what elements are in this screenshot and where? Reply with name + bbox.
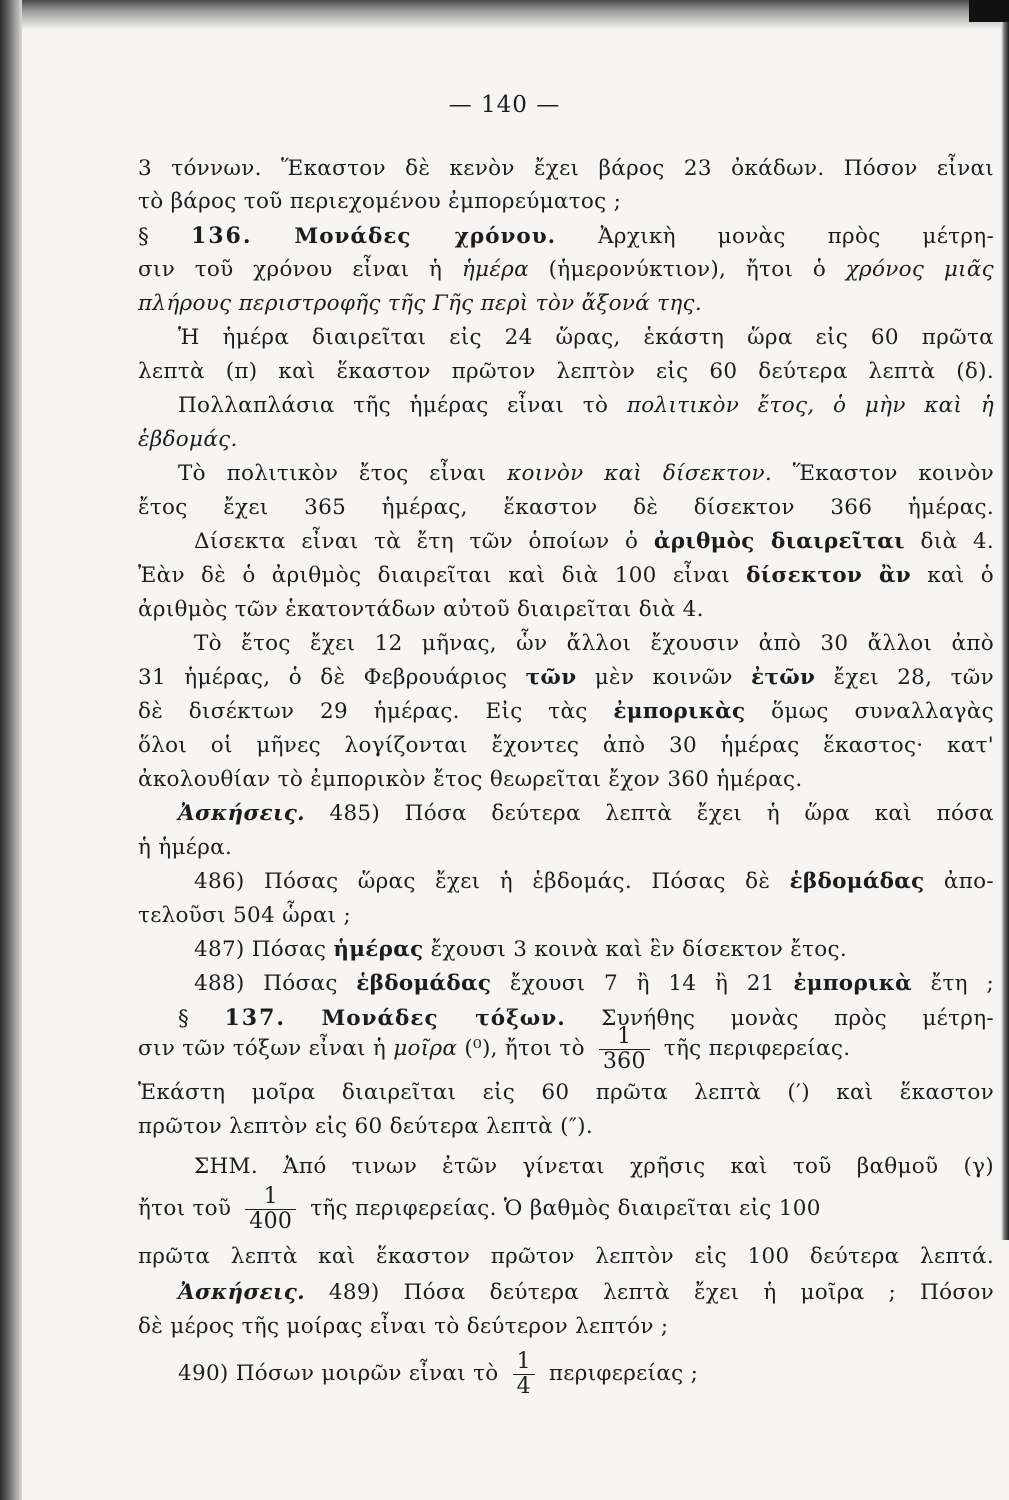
exercises-489 (138, 1276, 994, 1310)
exercise-488 (138, 967, 994, 1001)
text-span: 489) Πόσα δεύτερα λεπτὰ ἔχει ἡ μοῖρα ; Πόσον (304, 1280, 994, 1305)
fraction-1-4 (513, 1350, 535, 1397)
text-span: ἔχουσι 7 ἢ 14 ἢ 21 (491, 971, 794, 996)
text-line-29: πρῶτον λεπτὸν εἰς 60 δεύτερα λεπτὰ (″). (138, 1114, 593, 1139)
bold-span: δίσεκτον ἂν (746, 563, 912, 588)
text-span: ἔχουσι 3 κοινὰ καὶ ἓν δίσεκτον ἔτος. (423, 937, 847, 962)
page-number: — 140 — (448, 92, 561, 118)
fraction-1-360 (599, 1025, 650, 1072)
exercises-label: Ἀσκήσεις. (178, 1280, 305, 1305)
text-line-17 (138, 695, 994, 729)
text-span: ἀπο- (924, 869, 994, 894)
fraction-1-400 (245, 1185, 296, 1232)
text-span: ὅμως συναλλαγὰς (745, 699, 994, 724)
exercise-490 (138, 1345, 994, 1403)
bold-span: ἀριθμὸς διαιρεῖται (653, 529, 905, 554)
text-line-34: δὲ μέρος τῆς μοίρας εἶναι τὸ δεύτερον λεπτόν ; (138, 1314, 669, 1339)
text-span: 31 ἡμέρας, ὁ δὲ Φεβρουάριος (138, 665, 526, 690)
text-line-12 (138, 525, 994, 559)
text-span: ἔχει 28, τῶν (815, 665, 994, 690)
section-136-heading (138, 219, 994, 253)
text-span: καὶ ὁ (911, 563, 994, 588)
fraction-denominator: 400 (245, 1209, 296, 1233)
text-span: Ἐὰν δὲ ὁ ἀριθμὸς διαιρεῖται καὶ διὰ 100 εἶναι (138, 563, 747, 588)
text-line-13 (138, 559, 994, 593)
emphasis-span: χρόνος μιᾶς (845, 257, 994, 282)
text-span: 487) Πόσας (194, 937, 334, 962)
text-line-14: ἀριθμὸς τῶν ἑκατοντάδων αὐτοῦ διαιρεῖται διὰ 4. (138, 597, 704, 622)
text-line-28: Ἑκάστη μοῖρα διαιρεῖται εἰς 60 πρῶτα λεπτὰ (′) καὶ ἕκαστον (138, 1080, 994, 1105)
text-line-18: ὅλοι οἱ μῆνες λογίζονται ἔχοντες ἀπὸ 30 ἡμέρας ἕκαστος· κατ' (138, 733, 994, 758)
text-span: 488) Πόσας (194, 971, 357, 996)
text-span: βαθμοῦ (856, 1154, 939, 1179)
text-span: σιν τοῦ χρόνου εἶναι ἡ (138, 257, 462, 282)
text-span: τῆς περιφερείας. Ὁ βαθμὸς διαιρεῖται εἰς 100 (310, 1196, 821, 1221)
text-line-9: ἑβδομάς. (138, 427, 238, 452)
text-span: 486) Πόσας ὥρας ἔχει ἡ ἑβδομάς. Πόσας δὲ (194, 869, 790, 894)
bold-span: ἑβδομάδας (789, 869, 925, 894)
text-line-31 (138, 1180, 994, 1238)
bold-span: ἡμέρας (333, 937, 424, 962)
text-line-10 (138, 457, 994, 491)
section-title: Μονάδες τόξων. (321, 1006, 566, 1031)
section-number: 136. (190, 223, 253, 249)
text-line-15: Τὸ ἔτος ἔχει 12 μῆνας, ὧν ἄλλοι ἔχουσιν ἀπὸ 30 ἄλλοι ἀπὸ (194, 631, 994, 656)
fraction-numerator: 1 (516, 1349, 531, 1375)
fraction-denominator: 4 (513, 1374, 535, 1398)
bold-span: ἑβδομάδας (356, 971, 492, 996)
text-span: διὰ 4. (904, 529, 994, 554)
emphasis-span: ἡμέρα (461, 257, 529, 282)
text-span: περιφερείας ; (548, 1361, 699, 1386)
text-line-8 (138, 389, 994, 423)
text-span: ἤτοι τοῦ (138, 1196, 232, 1221)
text-span: μὲν κοινῶν (576, 665, 752, 690)
text-span: (γ) (938, 1154, 994, 1179)
bold-span: ἐμπορικὰς (613, 699, 746, 724)
section-text: Συνήθης μονὰς πρὸς μέτρη- (565, 1006, 994, 1031)
bold-span: τῶν (525, 665, 577, 690)
section-title: Μονάδες χρόνου. (294, 224, 557, 249)
text-span: ἔτη ; (912, 971, 994, 996)
exercise-487 (138, 933, 994, 967)
exercises-label: Ἀσκήσεις. (178, 801, 305, 826)
text-span: 485) Πόσα δεύτερα λεπτὰ ἔχει ἡ ὥρα καὶ πόσα (304, 801, 994, 826)
text-span: τῆς περιφερείας. (663, 1036, 851, 1061)
text-span: σιν τῶν τόξων εἶναι ἡ (138, 1036, 394, 1061)
text-line-5: πλήρους περιστροφῆς τῆς Γῆς περὶ τὸν ἄξονά της. (138, 291, 702, 316)
emphasis-span: μοῖρα (393, 1036, 458, 1061)
text-span: 490) Πόσων μοιρῶν εἶναι τὸ (178, 1361, 499, 1386)
exercise-486 (138, 865, 994, 899)
text-line-32: πρῶτα λεπτὰ καὶ ἕκαστον πρῶτον λεπτὸν εἰς 100 δεύτερα λεπτά. (138, 1244, 994, 1269)
text-line-19: ἀκολουθίαν τὸ ἐμπορικὸν ἔτος θεωρεῖται ἔχον 360 ἡμέρας. (138, 767, 803, 792)
bold-span: ἐτῶν (751, 665, 816, 690)
text-line-21: ἡ ἡμέρα. (138, 835, 233, 860)
text-span: Δίσεκτα εἶναι τὰ ἔτη τῶν ὁποίων ὁ (194, 529, 654, 554)
section-symbol: § (138, 224, 150, 249)
text-line-23: τελοῦσι 504 ὧραι ; (138, 903, 352, 928)
text-span: Ἕκαστον κοινὸν (771, 461, 994, 486)
text-line-1: 3 τόννων. Ἕκαστον δὲ κενὸν ἔχει βάρος 23 ὀκάδων. Πόσον εἶναι (138, 156, 994, 181)
emphasis-span: κοινὸν καὶ δίσεκτον. (507, 461, 772, 486)
text-span: Πολλαπλάσια τῆς ἡμέρας εἶναι τὸ (178, 393, 627, 418)
fraction-numerator: 1 (617, 1024, 632, 1050)
fraction-numerator: 1 (263, 1184, 278, 1210)
text-line-6: Ἡ ἡμέρα διαιρεῖται εἰς 24 ὥρας, ἑκάστη ὥρα εἰς 60 πρῶτα (178, 325, 994, 350)
bold-span: ἐμπορικὰ (793, 971, 913, 996)
emphasis-span: πολιτικὸν ἔτος, ὁ μὴν καὶ ἡ (626, 393, 994, 418)
text-line-7: λεπτὰ (π) καὶ ἕκαστον πρῶτον λεπτὸν εἰς 60 δεύτερα λεπτὰ (δ). (138, 359, 994, 384)
text-line-27 (138, 1020, 994, 1078)
text-line-30 (138, 1150, 994, 1184)
text-line-11: ἔτος ἔχει 365 ἡμέρας, ἕκαστον δὲ δίσεκτον 366 ἡμέρας. (138, 495, 994, 520)
section-number: 137. (224, 1005, 287, 1031)
section-symbol: § (178, 1006, 190, 1031)
section-text: Ἀρχικὴ μονὰς πρὸς μέτρη- (556, 224, 994, 249)
text-line-2: τὸ βάρος τοῦ περιεχομένου ἐμπορεύματος ; (138, 189, 622, 214)
text-line-16 (138, 661, 994, 695)
text-span: (ἡμερονύκτιον), ἤτοι ὁ (528, 257, 846, 282)
text-line-4 (138, 253, 994, 287)
text-span: Τὸ πολιτικὸν ἔτος εἶναι (178, 461, 508, 486)
text-span: (⁰), ἤτοι τὸ (457, 1036, 585, 1061)
text-span: ΣΗΜ. Ἀπό τινων ἐτῶν γίνεται χρῆσις καὶ τοῦ (194, 1154, 857, 1179)
fraction-denominator: 360 (599, 1049, 650, 1073)
text-span: δὲ δισέκτων 29 ἡμέρας. Εἰς τὰς (138, 699, 614, 724)
exercises-485 (138, 797, 994, 831)
